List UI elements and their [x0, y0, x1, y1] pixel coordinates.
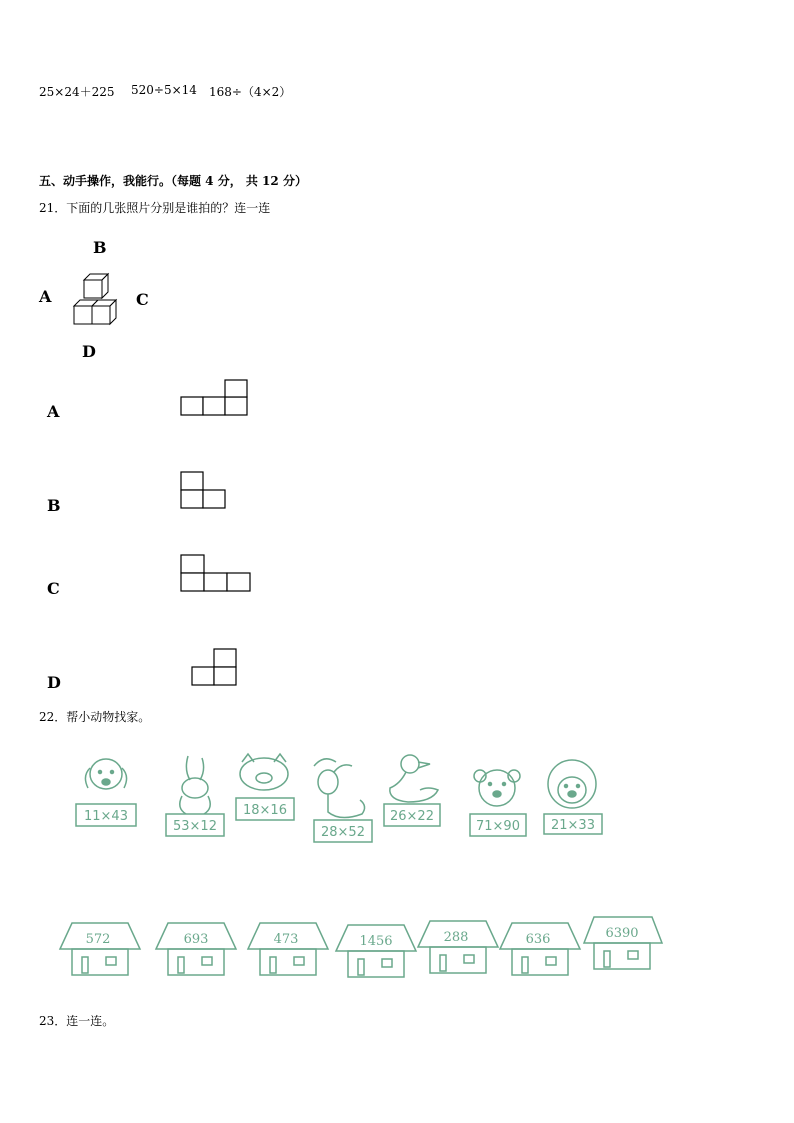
rabbit-icon: [162, 752, 230, 838]
view-grid-b: [180, 471, 228, 510]
direction-label-c: C: [136, 290, 149, 309]
house-icon: [154, 915, 238, 979]
animal-expr: 18×16: [243, 803, 287, 818]
option-label-d: D: [47, 673, 61, 692]
expression-3: 168÷（4×2）: [209, 85, 292, 99]
dog-icon: [72, 752, 140, 832]
duck-icon: [380, 752, 448, 832]
goat-icon: [306, 752, 376, 846]
house-number: 693: [183, 932, 209, 947]
house-number: 636: [525, 932, 551, 947]
view-grid-c: [180, 554, 252, 593]
monkey-icon: [538, 752, 610, 838]
house-number: 1456: [359, 934, 393, 949]
animal-expr: 21×33: [551, 818, 595, 833]
cube-stack-figure: [72, 270, 122, 328]
question-22: 22．帮小动物找家。: [39, 710, 151, 724]
view-grid-a: [180, 379, 250, 417]
direction-label-d: D: [82, 342, 96, 361]
bear-icon: [466, 752, 530, 838]
house-number: 288: [443, 930, 469, 945]
house-icon: [416, 915, 500, 979]
pig-icon: [232, 752, 296, 832]
house-icon: [246, 915, 330, 979]
direction-label-a: A: [39, 287, 52, 306]
option-label-b: B: [47, 496, 61, 515]
expression-2: 520÷5×14: [131, 83, 197, 97]
direction-label-b: B: [93, 238, 107, 257]
expression-1: 25×24＋225: [39, 85, 115, 99]
animal-expr: 71×90: [476, 819, 520, 834]
animal-expr: 53×12: [173, 819, 217, 834]
option-label-a: A: [47, 402, 60, 421]
animal-expr: 28×52: [321, 825, 365, 840]
house-number: 6390: [605, 926, 639, 941]
house-icon: [498, 915, 582, 979]
house-icon: [582, 915, 666, 975]
question-21: 21．下面的几张照片分别是谁拍的？连一连: [39, 201, 271, 215]
question-23: 23．连一连。: [39, 1014, 115, 1028]
house-icon: [334, 915, 418, 981]
view-grid-d: [191, 648, 239, 687]
option-label-c: C: [47, 579, 60, 598]
section-title: 五、动手操作，我能行。（每题 4 分， 共 12 分）: [39, 174, 307, 188]
animal-expr: 11×43: [84, 809, 128, 824]
animal-expr: 26×22: [390, 809, 434, 824]
house-number: 473: [273, 932, 299, 947]
house-number: 572: [85, 932, 111, 947]
house-icon: [58, 915, 142, 979]
